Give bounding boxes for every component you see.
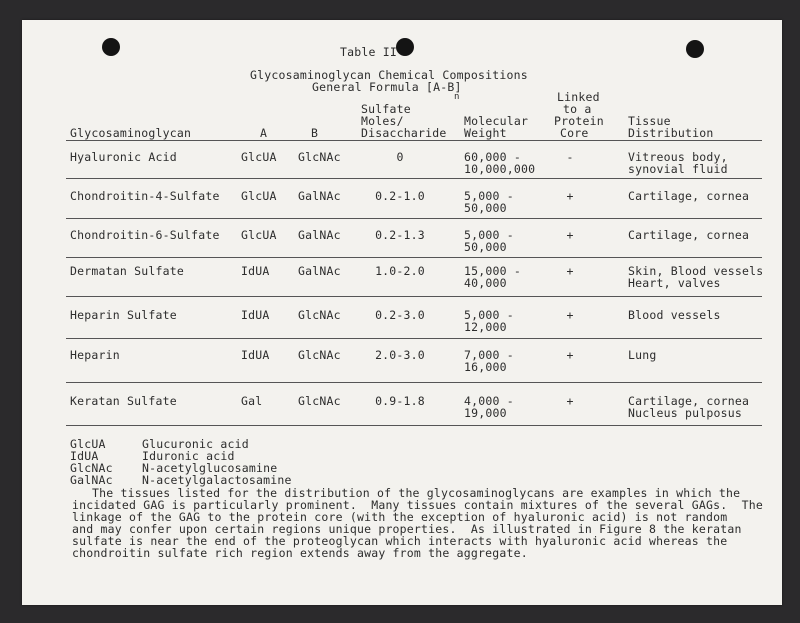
paragraph-line: incidated GAG is particularly prominent. Many tissues contain mixtures of the several GAGs. The <box>72 498 763 512</box>
row-a: IdUA <box>241 348 270 362</box>
col-header-b: B <box>311 126 319 140</box>
row-mw-1: 60,000 - <box>464 150 521 164</box>
row-mw-2: 10,000,000 <box>464 162 536 176</box>
row-rule <box>66 257 762 258</box>
formula-line <box>312 81 462 93</box>
punch-hole-right <box>686 40 704 58</box>
row-linked: + <box>566 308 574 322</box>
col-header-linked-1: Linked <box>557 90 600 104</box>
row-mw-2: 12,000 <box>464 320 507 334</box>
row-tissue-2: Nucleus pulposus <box>628 406 742 420</box>
paragraph-line: chondroitin sulfate rich region extends away from the aggregate. <box>72 546 528 560</box>
row-mw-2: 50,000 <box>464 240 507 254</box>
formula-subscript: n <box>454 92 460 102</box>
row-tissue-1: Cartilage, cornea <box>628 394 750 408</box>
row-linked: + <box>566 348 574 362</box>
row-tissue-2: Heart, valves <box>628 276 721 290</box>
row-b: GalNAc <box>298 189 341 203</box>
abbr-meaning: Iduronic acid <box>142 449 235 463</box>
row-b: GlcNAc <box>298 150 341 164</box>
col-header-a: A <box>260 126 268 140</box>
row-rule <box>66 218 762 219</box>
col-header-linked-4: Core <box>560 126 589 140</box>
row-b: GlcNAc <box>298 348 341 362</box>
row-rule <box>66 382 762 383</box>
row-mw-1: 7,000 - <box>464 348 514 362</box>
row-tissue-1: Skin, Blood vessels <box>628 264 764 278</box>
row-linked: + <box>566 228 574 242</box>
row-a: GlcUA <box>241 150 277 164</box>
row-a: IdUA <box>241 308 270 322</box>
col-header-sulfate-2: Moles/ <box>361 114 404 128</box>
row-rule <box>66 296 762 297</box>
abbr-meaning: N-acetylglucosamine <box>142 461 278 475</box>
row-rule <box>66 338 762 339</box>
row-name: Hyaluronic Acid <box>70 150 177 164</box>
row-linked: + <box>566 394 574 408</box>
document-page <box>22 20 782 605</box>
formula-prefix: General Formula <box>312 80 419 94</box>
col-header-name: Glycosaminoglycan <box>70 126 192 140</box>
row-mw-2: 16,000 <box>464 360 507 374</box>
col-header-sulfate-3: Disaccharide <box>361 126 447 140</box>
row-mw-1: 4,000 - <box>464 394 514 408</box>
col-header-sulfate-1: Sulfate <box>361 102 411 116</box>
row-a: GlcUA <box>241 189 277 203</box>
row-name: Chondroitin-6-Sulfate <box>70 228 220 242</box>
abbr-term: IdUA <box>70 449 99 463</box>
col-header-linked-2: to a <box>563 102 592 116</box>
table-title: Glycosaminoglycan Chemical Compositions <box>250 68 528 82</box>
abbr-meaning: Glucuronic acid <box>142 437 249 451</box>
row-rule <box>66 178 762 179</box>
punch-hole-middle <box>396 38 414 56</box>
row-name: Heparin Sulfate <box>70 308 177 322</box>
row-linked: + <box>566 189 574 203</box>
abbr-term: GlcUA <box>70 437 106 451</box>
row-sulfate: 0.9-1.8 <box>375 394 425 408</box>
table-label: Table II <box>340 45 397 59</box>
row-tissue-1: Cartilage, cornea <box>628 228 750 242</box>
col-header-mw-2: Weight <box>464 126 507 140</box>
row-mw-1: 5,000 - <box>464 189 514 203</box>
row-mw-2: 19,000 <box>464 406 507 420</box>
table-bottom-rule <box>66 425 762 426</box>
abbr-meaning: N-acetylgalactosamine <box>142 473 292 487</box>
row-mw-1: 15,000 - <box>464 264 521 278</box>
row-b: GalNAc <box>298 228 341 242</box>
row-b: GlcNAc <box>298 308 341 322</box>
row-sulfate: 1.0-2.0 <box>375 264 425 278</box>
row-a: GlcUA <box>241 228 277 242</box>
col-header-linked-3: Protein <box>554 114 604 128</box>
row-tissue-1: Cartilage, cornea <box>628 189 750 203</box>
row-sulfate: 0.2-3.0 <box>375 308 425 322</box>
row-linked: - <box>566 150 574 164</box>
paragraph-line: and may confer upon certain regions unique properties. As illustrated in Figure 8 the keratan <box>72 522 742 536</box>
row-mw-2: 50,000 <box>464 201 507 215</box>
row-name: Heparin <box>70 348 120 362</box>
row-b: GlcNAc <box>298 394 341 408</box>
row-sulfate: 0.2-1.0 <box>375 189 425 203</box>
row-linked: + <box>566 264 574 278</box>
punch-hole-left <box>102 38 120 56</box>
row-a: IdUA <box>241 264 270 278</box>
row-mw-1: 5,000 - <box>464 228 514 242</box>
paragraph-line: linkage of the GAG to the protein core (with the exception of hyaluronic acid) is not random <box>72 510 728 524</box>
row-name: Chondroitin-4-Sulfate <box>70 189 220 203</box>
row-tissue-2: synovial fluid <box>628 162 728 176</box>
row-tissue-1: Vitreous body, <box>628 150 728 164</box>
row-name: Dermatan Sulfate <box>70 264 184 278</box>
row-sulfate: 0 <box>396 150 404 164</box>
abbr-term: GlcNAc <box>70 461 113 475</box>
row-mw-2: 40,000 <box>464 276 507 290</box>
paragraph-line: The tissues listed for the distribution of the glycosaminoglycans are examples in which the <box>92 486 741 500</box>
row-mw-1: 5,000 - <box>464 308 514 322</box>
col-header-tissue-2: Distribution <box>628 126 714 140</box>
row-name: Keratan Sulfate <box>70 394 177 408</box>
col-header-tissue-1: Tissue <box>628 114 671 128</box>
row-b: GalNAc <box>298 264 341 278</box>
paragraph-line: sulfate is near the end of the proteoglycan which interacts with hyaluronic acid whereas the <box>72 534 728 548</box>
row-a: Gal <box>241 394 263 408</box>
row-tissue-1: Blood vessels <box>628 308 721 322</box>
header-rule <box>66 140 762 141</box>
formula: [A-B] <box>425 80 462 94</box>
abbr-term: GalNAc <box>70 473 113 487</box>
row-sulfate: 0.2-1.3 <box>375 228 425 242</box>
row-sulfate: 2.0-3.0 <box>375 348 425 362</box>
row-tissue-1: Lung <box>628 348 657 362</box>
col-header-mw-1: Molecular <box>464 114 529 128</box>
